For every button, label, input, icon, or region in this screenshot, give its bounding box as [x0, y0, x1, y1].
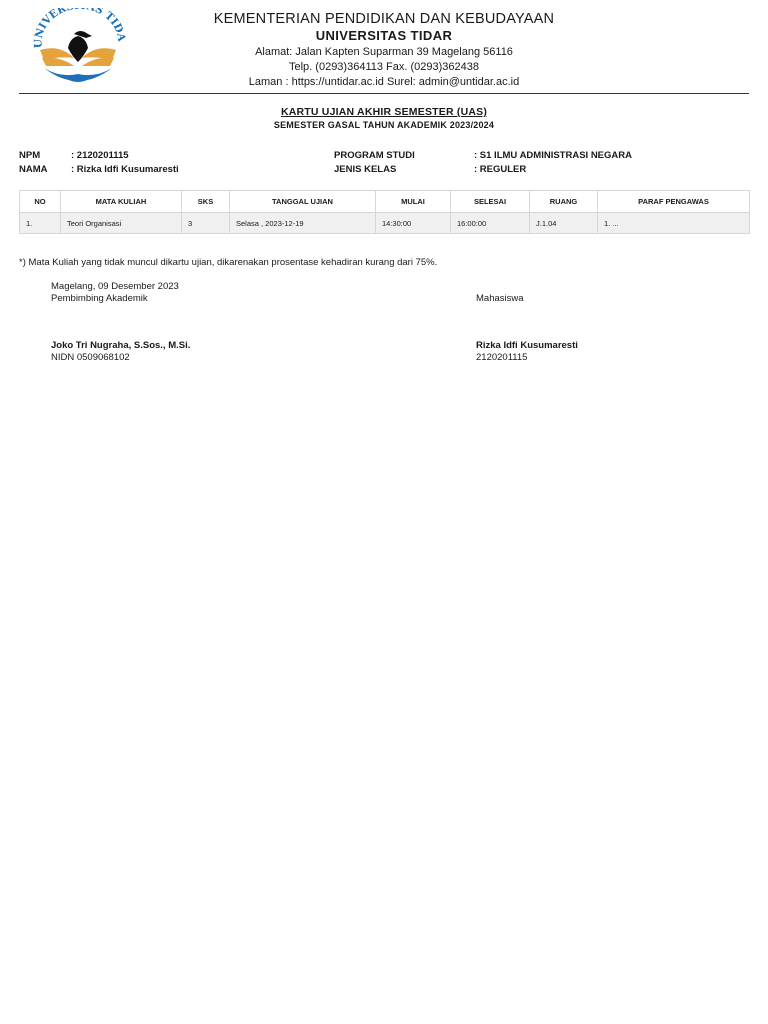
cell-selesai: 16:00:00	[451, 213, 530, 234]
phone-line: Telp. (0293)364113 Fax. (0293)362438	[289, 61, 479, 73]
cell-no: 1.	[20, 213, 61, 234]
cell-mulai: 14:30:00	[376, 213, 451, 234]
university-name: UNIVERSITAS TIDAR	[315, 28, 453, 43]
npm-value: : 2120201115	[71, 150, 129, 161]
column-header-paraf-pengawas: PARAF PENGAWAS	[598, 191, 750, 213]
advisor-role: Pembimbing Akademik	[51, 293, 148, 304]
document-title: KARTU UJIAN AKHIR SEMESTER (UAS)	[280, 106, 488, 118]
attendance-note: *) Mata Kuliah yang tidak muncul dikartu ujian, dikarenakan prosentase kehadiran kurang dari 75%.	[19, 257, 438, 268]
left-wing-lower-shape	[42, 58, 74, 66]
header-divider	[19, 93, 749, 94]
cell-ruang: J.1.04	[530, 213, 598, 234]
prodi-label: PROGRAM STUDI	[334, 150, 415, 161]
student-signature-id: 2120201115	[476, 352, 528, 363]
nama-label: NAMA	[19, 164, 48, 175]
table-row	[20, 213, 750, 234]
student-role: Mahasiswa	[476, 293, 524, 304]
student-signature-name: Rizka Idfi Kusumaresti	[476, 340, 578, 351]
advisor-id: NIDN 0509068102	[51, 352, 130, 363]
cell-tanggal-ujian: Selasa , 2023-12-19	[230, 213, 376, 234]
prodi-value: : S1 ILMU ADMINISTRASI NEGARA	[474, 150, 632, 161]
cell-mata-kuliah: Teori Organisasi	[61, 213, 182, 234]
university-logo-emblem	[30, 8, 126, 88]
bird-body-shape	[68, 36, 88, 62]
document-subtitle: SEMESTER GASAL TAHUN AKADEMIK 2023/2024	[273, 120, 495, 130]
ministry-name: KEMENTERIAN PENDIDIKAN DAN KEBUDAYAAN	[213, 11, 555, 27]
advisor-identity-block	[51, 340, 190, 364]
advisor-name: Joko Tri Nugraha, S.Sos., M.Si.	[51, 340, 191, 351]
university-logo	[30, 8, 126, 88]
place-date: Magelang, 09 Desember 2023	[51, 281, 179, 292]
cell-sks: 3	[182, 213, 230, 234]
npm-label: NPM	[19, 150, 41, 161]
cell-paraf-pengawas: 1. ...	[598, 213, 750, 234]
column-header-sks: SKS	[182, 191, 230, 213]
right-wing-lower-shape	[82, 58, 114, 66]
kelas-value: : REGULER	[474, 164, 527, 175]
table-header-row	[20, 191, 750, 213]
column-header-tanggal-ujian: TANGGAL UJIAN	[230, 191, 376, 213]
column-header-ruang: RUANG	[530, 191, 598, 213]
address-line: Alamat: Jalan Kapten Suparman 39 Magelang 56116	[255, 46, 513, 58]
advisor-signature-block	[51, 281, 179, 305]
letterhead	[130, 10, 638, 89]
student-identity-block	[476, 340, 578, 364]
column-header-mata-kuliah: MATA KULIAH	[61, 191, 182, 213]
nama-value: : Rizka Idfi Kusumaresti	[71, 164, 179, 175]
kelas-label: JENIS KELAS	[334, 164, 397, 175]
column-header-mulai: MULAI	[376, 191, 451, 213]
exam-schedule-table	[19, 190, 750, 234]
web-line: Laman : https://untidar.ac.id Surel: admin@untidar.ac.id	[248, 76, 520, 88]
logo-text: UNIVER S TID	[32, 8, 126, 49]
column-header-no: NO	[20, 191, 61, 213]
column-header-selesai: SELESAI	[451, 191, 530, 213]
